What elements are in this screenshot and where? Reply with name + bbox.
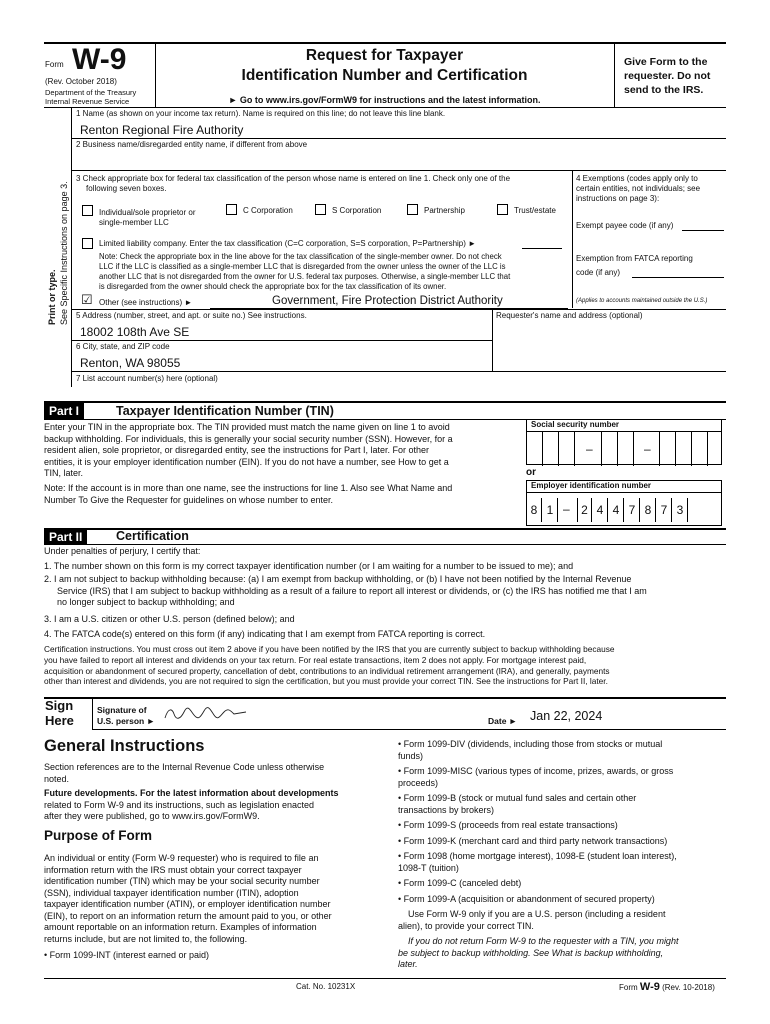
business-name-field[interactable] (80, 152, 720, 166)
line3-label: 3 Check appropriate box for federal tax classification of the person whose name is entered on line 1. Check only one of the (76, 174, 511, 183)
signature-label-2: U.S. person ► (97, 716, 156, 726)
ssn-field[interactable] (526, 431, 722, 465)
part1-instructions: Enter your TIN in the appropriate box. The TIN provided must match the name given on line 1 to avoid backup withholding. For individuals, this is generally your social security number (SSN). However, for a resident alien, sole proprietor, or disregarded entity, see the instructions for Part I, later. For other entities, it is your employer identification number (EIN). If you do not have a number, see How to get a TIN, later. (44, 422, 453, 478)
exemptions-label: 4 Exemptions (codes apply only to (576, 174, 698, 183)
here-label: Here (45, 713, 74, 728)
catalog-number: Cat. No. 10231X (296, 982, 356, 991)
ssn-label-box (526, 419, 722, 431)
line2-label: 2 Business name/disregarded entity name, if different from above (76, 140, 308, 149)
general-instructions-heading: General Instructions (44, 737, 205, 755)
section-references: Section references are to the Internal Revenue Code unless otherwise noted. (44, 762, 325, 784)
print-or-type-label: Print or type. (47, 269, 57, 325)
name-field[interactable]: Renton Regional Fire Authority (80, 123, 244, 137)
trust-estate-checkbox[interactable] (497, 204, 508, 215)
ein-digit: 3 (673, 498, 688, 522)
individual-label: Individual/sole proprietor or (99, 208, 196, 217)
ein-digit: 8 (641, 498, 656, 522)
sign-label: Sign (45, 698, 74, 713)
fatca-label-cont: code (if any) (576, 268, 621, 277)
exempt-payee-field[interactable] (682, 230, 724, 231)
ein-label-box (526, 480, 722, 492)
individual-label-cont: single-member LLC (99, 218, 169, 227)
ein-digit: 1 (543, 498, 558, 522)
ein-dash: – (563, 502, 570, 516)
llc-label: Limited liability company. Enter the tax classification (C=C corporation, S=S corporation, P=Partnership) ► (99, 239, 477, 248)
ssn-dash-2: – (644, 442, 651, 456)
line6-label: 6 City, state, and ZIP code (76, 342, 170, 351)
part2-title: Certification (116, 529, 189, 543)
s-corporation-label: S Corporation (332, 206, 382, 215)
individual-checkbox[interactable] (82, 205, 93, 216)
exempt-payee-label: Exempt payee code (if any) (576, 221, 674, 230)
ein-digit: 8 (527, 498, 542, 522)
cert-instructions: Certification instructions. You must cross out item 2 above if you have been notified by the IRS that you are currently subject to backup withholding because you have failed to report all interest and dividends on your tax return. For real estate transactions, item 2 does not apply. For mortgage interest paid, acquisition or abandonment of secured property, cancellation of debt, contributions to an individual retirement arrangement (IRA), and generally, payments other than interest and dividends, you are not required to sign the certification, but you must provide your correct TIN. See the instructions for Part II, later. (44, 644, 615, 687)
llc-checkbox[interactable] (82, 238, 93, 249)
line3-label-cont: following seven boxes. (86, 184, 167, 193)
instructions-link[interactable]: ► Go to www.irs.gov/FormW9 for instructions and the latest information. (228, 95, 541, 105)
part1-note: Note: If the account is in more than one name, see the instructions for line 1. Also see What Name and Number To Give the Requester for guidelines on whose number to enter. (44, 483, 453, 505)
signature-field[interactable] (160, 700, 480, 726)
other-value-field[interactable]: Government, Fire Protection District Authority (272, 295, 503, 307)
ein-digit: 7 (657, 498, 672, 522)
city-state-zip-field[interactable]: Renton, WA 98055 (80, 356, 181, 370)
cert-intro: Under penalties of perjury, I certify that: (44, 546, 201, 556)
give-form-line1: Give Form to the (624, 56, 708, 68)
c-corporation-label: C Corporation (243, 206, 293, 215)
revision: (Rev. October 2018) (45, 77, 117, 86)
trust-estate-label: Trust/estate (514, 206, 556, 215)
department: Department of the Treasury (45, 88, 137, 97)
exemptions-label-cont2: instructions on page 3): (576, 194, 660, 203)
future-developments: Future developments. For the latest information about developments related to Form W-9 and its instructions, such as legislation enacted after they were published, go to www.irs.gov/FormW9. (44, 788, 339, 821)
purpose-text: An individual or entity (Form W-9 requester) who is required to file an information return with the IRS must obtain your correct taxpayer identification number (TIN) which may be your social security number (SSN), individual taxpayer identification number (ITIN), adoption taxpayer identification number (ATIN), or employer identification number (EIN), to report on an information return the amount paid to you, or other amount reportable on an information return. Examples of information returns include, but are not limited to, the following. (44, 853, 332, 944)
partnership-label: Partnership (424, 206, 465, 215)
part2-badge: Part II (44, 529, 87, 545)
c-corporation-checkbox[interactable] (226, 204, 237, 215)
fatca-field[interactable] (632, 277, 724, 278)
form-title-line2: Identification Number and Certification (241, 67, 528, 84)
cert-item-3: 3. I am a U.S. citizen or other U.S. person (defined below); and (44, 614, 295, 624)
partnership-checkbox[interactable] (407, 204, 418, 215)
give-form-line2: requester. Do not (624, 70, 711, 82)
exemptions-label-cont: certain entities, not individuals; see (576, 184, 701, 193)
signature-label-1: Signature of (97, 705, 147, 715)
form-word: Form (45, 60, 64, 69)
footer-form: Form W-9 (Rev. 10-2018) (619, 981, 715, 993)
line1-label: 1 Name (as shown on your income tax return). Name is required on this line; do not leave this line blank. (76, 109, 446, 118)
agency: Internal Revenue Service (45, 97, 130, 106)
ein-digit: 4 (609, 498, 624, 522)
llc-note: Note: Check the appropriate box in the line above for the tax classification of the single-member owner. Do not check LLC if the LLC is classified as a single-member LLC that is disregarded from the owner unless the owner of the LLC is another LLC that is not disregarded from the owner for U.S. federal tax purposes. Otherwise, a single-member LLC that is disregarded from the owner should check the appropriate box for the tax classification of its owner. (99, 252, 511, 291)
date-field[interactable]: Jan 22, 2024 (530, 709, 603, 723)
purpose-heading: Purpose of Form (44, 828, 153, 843)
bullet-1099-int: • Form 1099-INT (interest earned or paid) (44, 950, 210, 960)
right-column: • Form 1099-DIV (dividends, including those from stocks or mutual funds) • Form 1099-MISC (various types of income, prizes, awards, or gross proceeds) • Form 1099-B (stock or mutual fund sales and certain other transactions by brokers) • Form 1099-S (proceeds from real estate transactions) • Form 1099-K (merchant card and third party network transactions) • Form 1098 (home mortgage interest), 1098-E (student loan interest), 1098-T (tuition) • Form 1099-C (canceled debt) • Form 1099-A (acquisition or abandonment of secured property) Use Form W-9 only if you are a U.S. person (including a resident alien), to provide your correct TIN. If you do not return Form W-9 to the requester with a TIN, you might be subject to backup withholding. See What is backup withholding, later. (398, 739, 679, 969)
account-numbers-field[interactable] (76, 386, 716, 398)
ein-digit: 2 (577, 498, 592, 522)
cert-item-1: 1. The number shown on this form is my correct taxpayer identification number (or I am waiting for a number to be issued to me); and (44, 561, 574, 571)
ein-digit: 4 (593, 498, 608, 522)
part1-badge: Part I (44, 403, 84, 419)
cert-item-2: 2. I am not subject to backup withholding because: (a) I am exempt from backup withholding, or (b) I have not been notified by the Internal Revenue Service (IRS) that I am subject to backup withholding as a result of a failure to report all interest or dividends, or (c) the IRS has notified me that I am no longer subject to backup withholding; and (44, 574, 647, 607)
ein-field[interactable] (526, 492, 722, 526)
ein-label: Employer identification number (531, 481, 652, 490)
fatca-label: Exemption from FATCA reporting (576, 254, 693, 263)
part1-title: Taxpayer Identification Number (TIN) (116, 404, 334, 418)
requester-label: Requester's name and address (optional) (496, 311, 643, 320)
applies-note: (Applies to accounts maintained outside the U.S.) (576, 298, 708, 304)
or-label: or (526, 467, 536, 478)
ein-digit: 7 (625, 498, 640, 522)
other-label: Other (see instructions) ► (99, 298, 193, 307)
side-label (47, 269, 57, 325)
s-corporation-checkbox[interactable] (315, 204, 326, 215)
line7-label: 7 List account number(s) here (optional) (76, 374, 218, 383)
line5-label: 5 Address (number, street, and apt. or suite no.) See instructions. (76, 311, 307, 320)
ssn-dash-1: – (586, 442, 593, 456)
date-label: Date ► (488, 716, 518, 726)
other-checkbox[interactable]: ☑ (81, 292, 93, 307)
address-field[interactable]: 18002 108th Ave SE (80, 325, 190, 339)
signature-image (160, 700, 250, 724)
form-title-line1: Request for Taxpayer (305, 47, 464, 64)
llc-classification-field[interactable] (522, 248, 562, 249)
form-code: W-9 (72, 43, 127, 76)
see-instructions-label: See Specific Instructions on page 3. (59, 181, 69, 325)
ssn-label: Social security number (531, 420, 620, 429)
give-form-line3: send to the IRS. (624, 84, 704, 96)
cert-item-4: 4. The FATCA code(s) entered on this form (if any) indicating that I am exempt from FATCA reporting is correct. (44, 629, 486, 639)
